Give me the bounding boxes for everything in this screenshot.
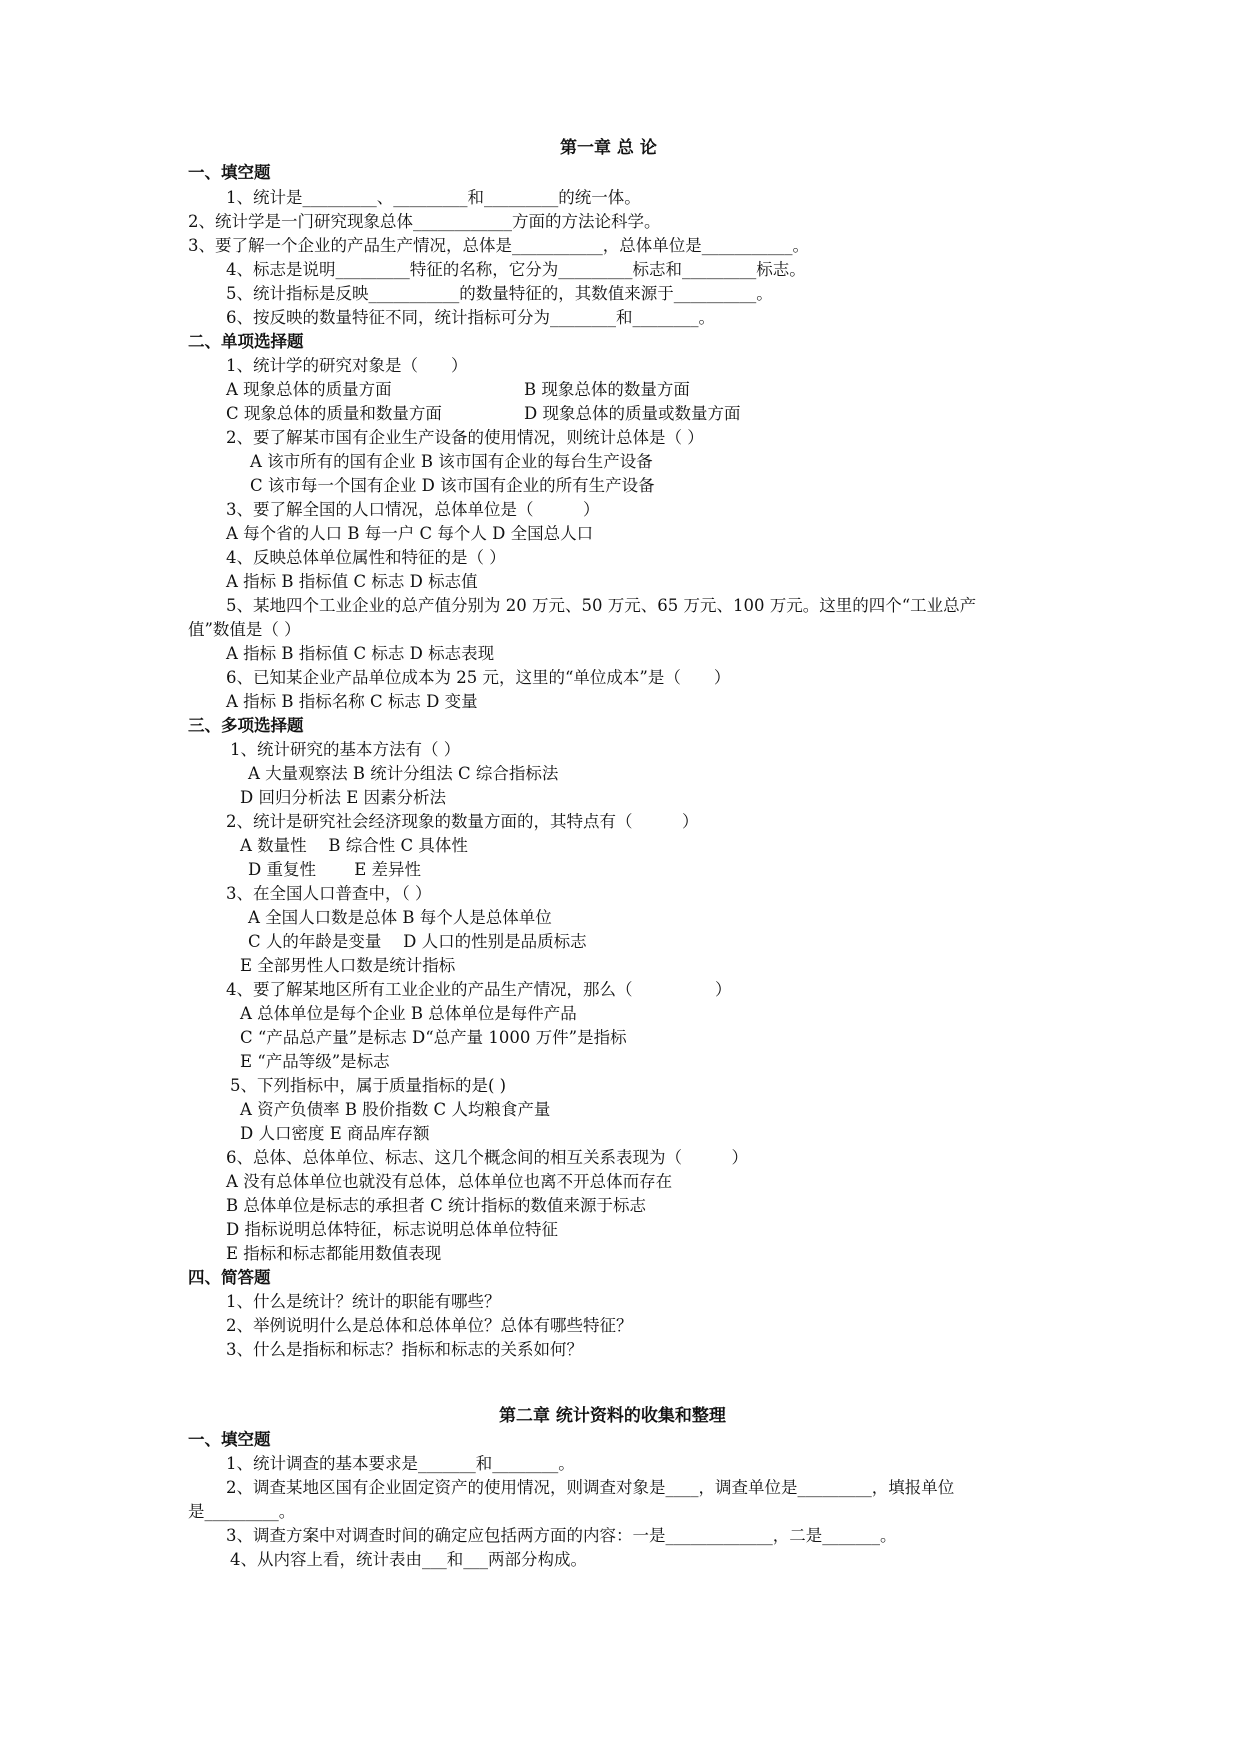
chapter-title: 第一章 总 论 [560,138,657,158]
text-line: C “产品总产量”是标志 D“总产量 1000 万件”是指标 [240,1028,627,1047]
text-line: A 每个省的人口 B 每一户 C 每个人 D 全国总人口 [226,524,594,543]
section-heading: 一、填空题 [188,163,271,182]
section-heading: 四、简答题 [188,1268,271,1287]
text-line: A 指标 B 指标名称 C 标志 D 变量 [226,692,478,711]
text-line: A 数量性 B 综合性 C 具体性 [240,836,468,855]
text-line: C 现象总体的质量和数量方面 [226,404,442,423]
text-line: A 现象总体的质量方面 [226,380,392,399]
text-line: 2、要了解某市国有企业生产设备的使用情况，则统计总体是（ ） [226,428,704,447]
text-line: 5、下列指标中，属于质量指标的是( ) [230,1076,507,1095]
text-line: E 全部男性人口数是统计指标 [240,956,456,975]
text-line: E “产品等级”是标志 [240,1052,390,1071]
text-line: 2、统计是研究社会经济现象的数量方面的，其特点有（ ） [226,812,699,831]
text-line: 是_________。 [188,1502,296,1521]
text-line: 2、调查某地区国有企业固定资产的使用情况，则调查对象是____，调查单位是_________，填报单位 [226,1478,955,1497]
text-line: A 全国人口数是总体 B 每个人是总体单位 [248,908,552,927]
text-line: 6、已知某企业产品单位成本为 25 元，这里的“单位成本”是（ ） [226,668,731,687]
text-line: C 该市每一个国有企业 D 该市国有企业的所有生产设备 [250,476,655,495]
text-line: A 没有总体单位也就没有总体，总体单位也离不开总体而存在 [226,1172,673,1191]
text-line: 5、统计指标是反映___________的数量特征的，其数值来源于__________。 [226,284,773,303]
text-line: 4、要了解某地区所有工业企业的产品生产情况，那么（ ） [226,980,732,999]
text-line: A 指标 B 指标值 C 标志 D 标志值 [226,572,478,591]
text-line: 4、从内容上看，统计表由___和___两部分构成。 [230,1550,587,1569]
text-line: D 现象总体的质量或数量方面 [524,404,741,423]
text-line: A 总体单位是每个企业 B 总体单位是每件产品 [240,1004,577,1023]
section-heading: 一、填空题 [188,1430,271,1449]
text-line: D 指标说明总体特征，标志说明总体单位特征 [226,1220,558,1239]
text-line: 5、某地四个工业企业的总产值分别为 20 万元、50 万元、65 万元、100 万元。这里的四个“工业总产 [226,596,977,615]
text-line: 2、举例说明什么是总体和总体单位？总体有哪些特征？ [226,1316,633,1335]
text-line: 2、统计学是一门研究现象总体____________方面的方法论科学。 [188,212,661,231]
text-line: 1、统计学的研究对象是（ ） [226,356,468,375]
text-line: E 指标和标志都能用数值表现 [226,1244,442,1263]
text-line: 6、按反映的数量特征不同，统计指标可分为________和________。 [226,308,715,327]
text-line: 3、要了解全国的人口情况，总体单位是（ ） [226,500,600,519]
text-line: 4、标志是说明_________特征的名称，它分为_________标志和_________标志。 [226,260,806,279]
text-line: D 回归分析法 E 因素分析法 [240,788,447,807]
text-line: 1、统计是_________、_________和_________的统一体。 [226,188,641,207]
text-line: B 总体单位是标志的承担者 C 统计指标的数值来源于标志 [226,1196,646,1215]
text-line: 1、统计调查的基本要求是_______和________。 [226,1454,575,1473]
text-line: A 指标 B 指标值 C 标志 D 标志表现 [226,644,495,663]
text-line: 1、什么是统计？统计的职能有哪些？ [226,1292,501,1311]
chapter-title: 第二章 统计资料的收集和整理 [499,1406,726,1426]
text-line: D 人口密度 E 商品库存额 [240,1124,430,1143]
text-line: 值”数值是（ ） [188,620,301,639]
text-line: 3、在全国人口普查中，（ ） [226,884,432,903]
section-heading: 三、多项选择题 [188,716,304,735]
text-line: 3、调查方案中对调查时间的确定应包括两方面的内容：一是_____________，二是_______。 [226,1526,897,1545]
text-line: 4、反映总体单位属性和特征的是（ ） [226,548,506,567]
text-line: B 现象总体的数量方面 [524,380,690,399]
text-line: D 重复性 E 差异性 [248,860,422,879]
text-line: 1、统计研究的基本方法有（ ） [230,740,461,759]
text-line: 3、要了解一个企业的产品生产情况，总体是___________，总体单位是___________。 [188,236,809,255]
text-line: 6、总体、总体单位、标志、这几个概念间的相互关系表现为（ ） [226,1148,748,1167]
text-line: C 人的年龄是变量 D 人口的性别是品质标志 [248,932,587,951]
text-line: A 大量观察法 B 统计分组法 C 综合指标法 [248,764,559,783]
text-line: A 该市所有的国有企业 B 该市国有企业的每台生产设备 [250,452,653,471]
text-line: 3、什么是指标和标志？指标和标志的关系如何？ [226,1340,583,1359]
section-heading: 二、单项选择题 [188,332,304,351]
text-line: A 资产负债率 B 股价指数 C 人均粮食产量 [240,1100,551,1119]
